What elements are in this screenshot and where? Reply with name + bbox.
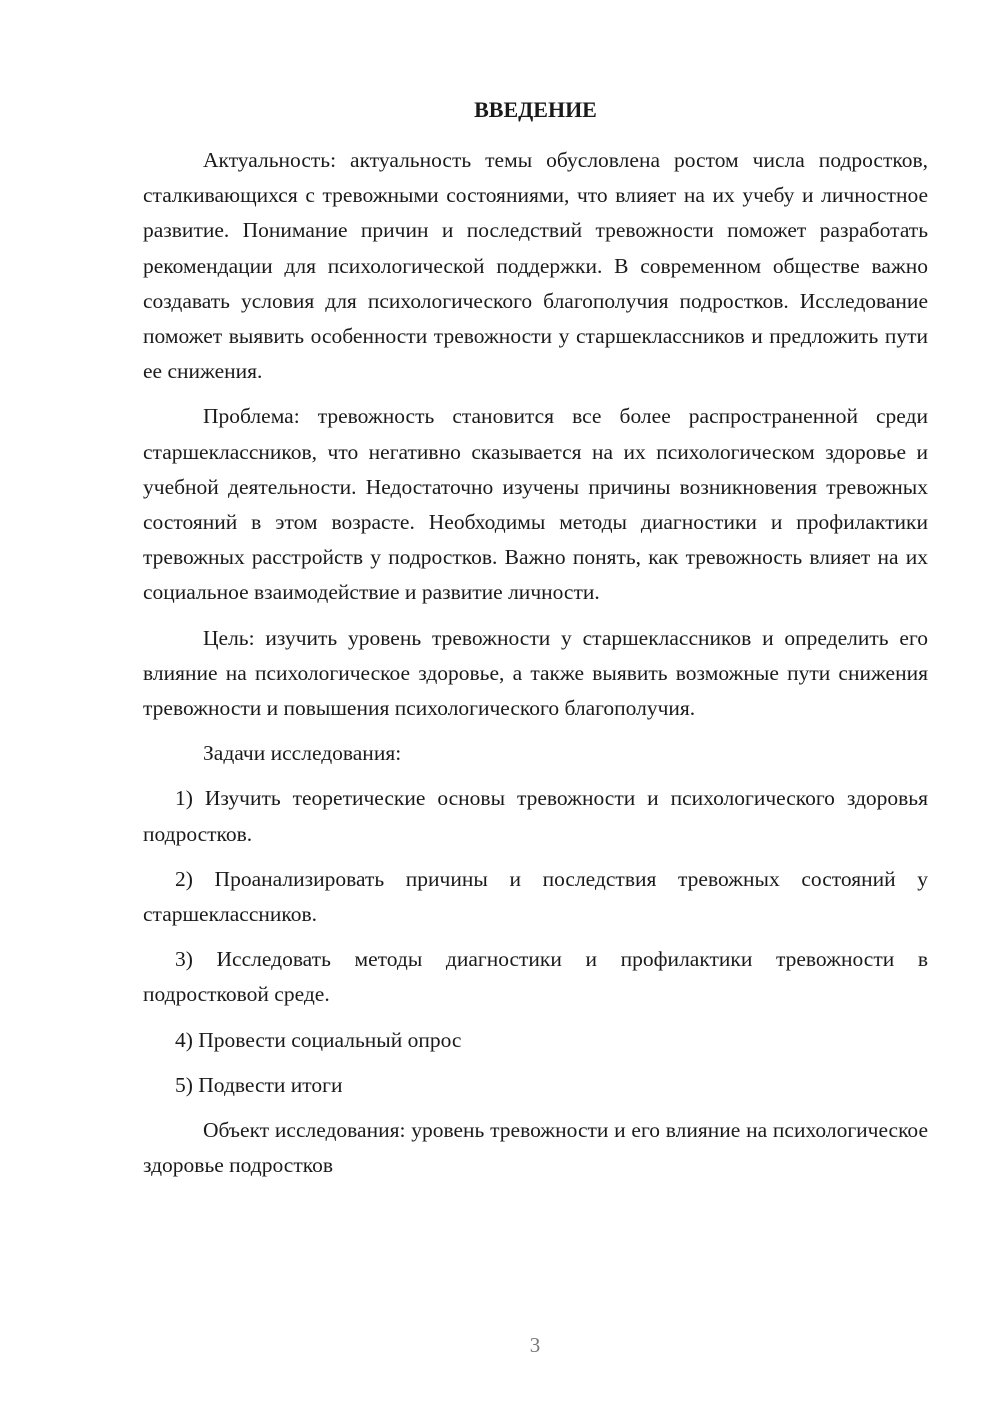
task-item-4: 4) Провести социальный опрос xyxy=(175,1027,462,1052)
paragraph-relevance: Актуальность: актуальность темы обусловлена ростом числа подростков, сталкивающихся с тревожными состояниями, что влияет на их учебу и личностное развитие. Понимание причин и последствий тревожности поможет разработать рекомендации для психологической поддержки. В современном обществе важно создавать условия для психологического благополучия подростков. Исследование поможет выявить особенности тревожности у старшеклассников и предложить пути ее снижения. xyxy=(143,148,928,384)
task-item-5: 5) Подвести итоги xyxy=(175,1072,343,1097)
page-title: ВВЕДЕНИЕ xyxy=(474,97,597,122)
paragraph-object: Объект исследования: уровень тревожности и его влияние на психологическое здоровье подростков xyxy=(143,1118,928,1178)
task-item-3: 3) Исследовать методы диагностики и профилактики тревожности в подростковой среде. xyxy=(143,947,928,1007)
document-page xyxy=(143,95,928,1193)
paragraph-problem: Проблема: тревожность становится все более распространенной среди старшеклассников, что негативно сказывается на их психологическом здоровье и учебной деятельности. Недостаточно изучены причины возникновения тревожных состояний в этом возрасте. Необходимы методы диагностики и профилактики тревожных расстройств у подростков. Важно понять, как тревожность влияет на их социальное взаимодействие и развитие личности. xyxy=(143,404,928,605)
page-number: 3 xyxy=(529,1333,541,1357)
task-item-2: 2) Проанализировать причины и последствия тревожных состояний у старшеклассников. xyxy=(143,866,928,927)
tasks-heading: Задачи исследования: xyxy=(203,741,402,766)
paragraph-goal: Цель: изучить уровень тревожности у старшеклассников и определить его влияние на психологическое здоровье, а также выявить возможные пути снижения тревожности и повышения психологического благополучия. xyxy=(143,625,928,721)
task-item-1: 1) Изучить теоретические основы тревожности и психологического здоровья подростков. xyxy=(143,786,928,846)
